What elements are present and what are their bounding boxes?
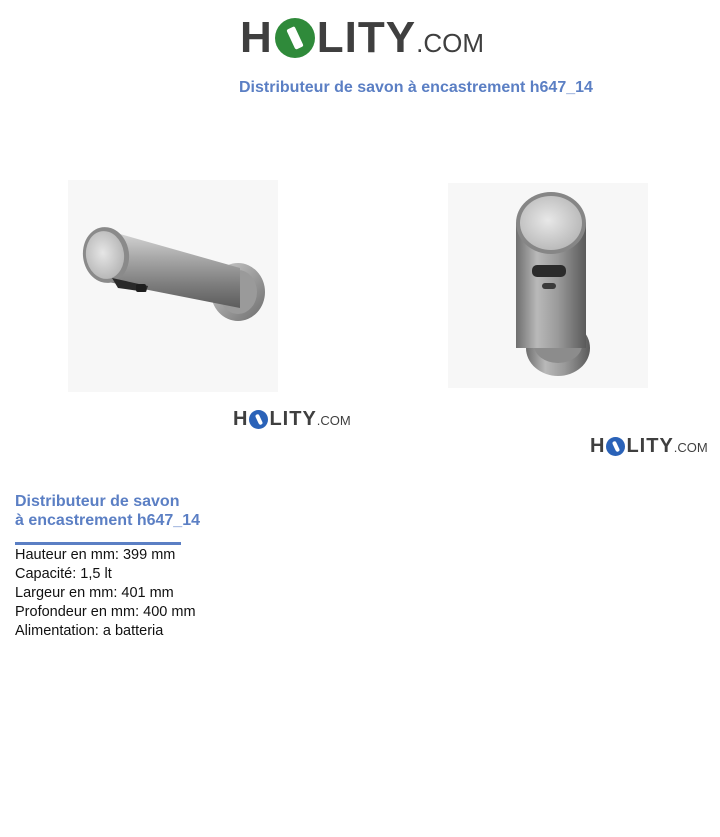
logo-letters: LITY xyxy=(316,13,417,62)
globe-o-icon xyxy=(249,410,268,429)
product-title xyxy=(15,492,200,530)
logo-domain: .COM xyxy=(673,440,708,455)
globe-o-icon xyxy=(275,18,315,58)
brand-logo[interactable] xyxy=(240,14,484,62)
soap-dispenser-front-image xyxy=(448,183,648,388)
title-underline xyxy=(15,542,181,545)
logo-letters: LITY xyxy=(626,435,674,457)
logo-letters: LITY xyxy=(269,408,317,430)
spec-depth: Profondeur en mm: 400 mm xyxy=(15,604,196,620)
globe-o-icon xyxy=(606,437,625,456)
logo-domain: .COM xyxy=(316,413,351,428)
watermark-logo-1 xyxy=(233,406,351,432)
logo-letter-h: H xyxy=(233,408,249,430)
spec-height: Hauteur en mm: 399 mm xyxy=(15,547,176,563)
logo-domain: .COM xyxy=(416,28,484,58)
product-photo-side xyxy=(68,180,278,392)
logo-letter-h: H xyxy=(240,13,273,62)
product-title-line-1: Distributeur de savon xyxy=(15,493,180,510)
page-title: Distributeur de savon à encastrement h647_14 xyxy=(239,79,593,96)
spec-capacity: Capacité: 1,5 lt xyxy=(15,566,112,582)
watermark-logo-2 xyxy=(590,433,708,459)
product-photo-front xyxy=(448,183,648,388)
soap-dispenser-side-image xyxy=(68,180,278,392)
spec-list xyxy=(15,546,196,641)
product-title-line-2: à encastrement h647_14 xyxy=(15,512,200,529)
logo-letter-h: H xyxy=(590,435,606,457)
spec-power: Alimentation: a batteria xyxy=(15,623,164,639)
spec-width: Largeur en mm: 401 mm xyxy=(15,585,174,601)
